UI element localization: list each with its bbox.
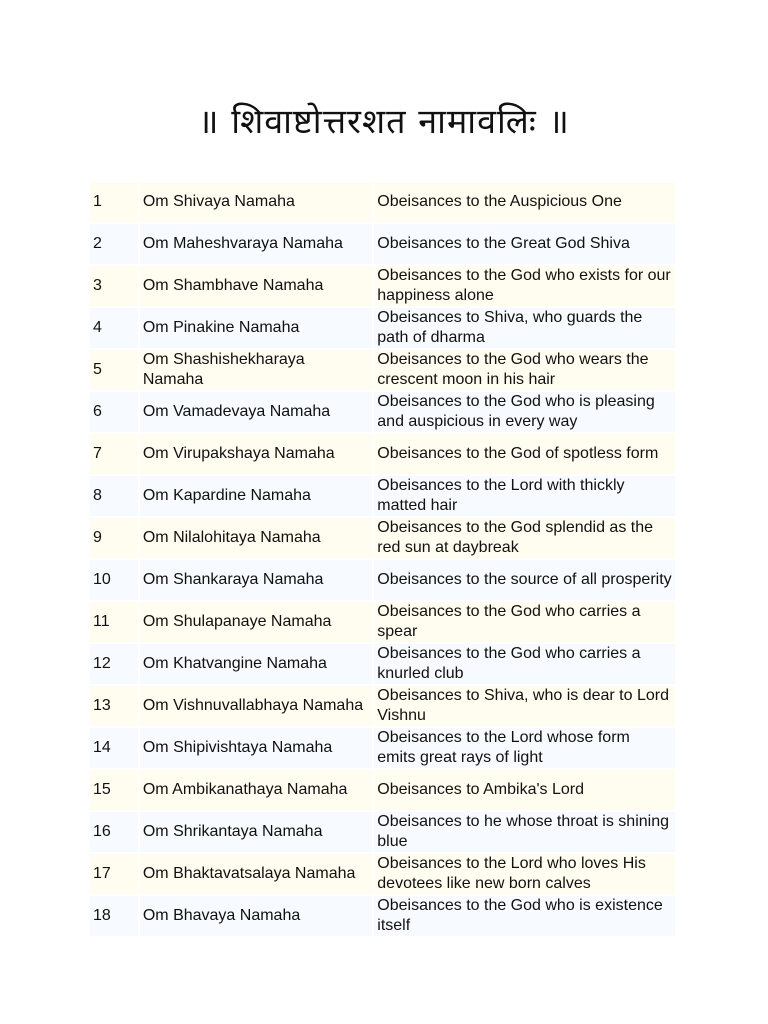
table-row bbox=[90, 686, 675, 726]
names-table bbox=[88, 180, 677, 938]
row-mantra: Om Pinakine Namaha bbox=[140, 308, 372, 348]
row-mantra: Om Shrikantaya Namaha bbox=[140, 812, 372, 852]
row-meaning: Obeisances to Shiva, who is dear to Lord Vishnu bbox=[374, 686, 675, 726]
row-mantra: Om Shipivishtaya Namaha bbox=[140, 728, 372, 768]
row-mantra: Om Virupakshaya Namaha bbox=[140, 434, 372, 474]
row-number: 16 bbox=[90, 812, 138, 852]
row-number: 18 bbox=[90, 896, 138, 936]
table-row bbox=[90, 266, 675, 306]
row-meaning: Obeisances to the God who is pleasing and auspicious in every way bbox=[374, 392, 675, 432]
row-mantra: Om Vamadevaya Namaha bbox=[140, 392, 372, 432]
row-number: 9 bbox=[90, 518, 138, 558]
row-mantra: Om Kapardine Namaha bbox=[140, 476, 372, 516]
row-number: 8 bbox=[90, 476, 138, 516]
page-title: ॥ शिवाष्टोत्तरशत नामावलिः ॥ bbox=[198, 102, 570, 142]
row-meaning: Obeisances to the God who wears the crescent moon in his hair bbox=[374, 350, 675, 390]
table-row bbox=[90, 350, 675, 390]
row-meaning: Obeisances to the Lord whose form emits great rays of light bbox=[374, 728, 675, 768]
row-mantra: Om Vishnuvallabhaya Namaha bbox=[140, 686, 372, 726]
row-number: 13 bbox=[90, 686, 138, 726]
row-number: 3 bbox=[90, 266, 138, 306]
row-number: 17 bbox=[90, 854, 138, 894]
row-number: 11 bbox=[90, 602, 138, 642]
row-mantra: Om Ambikanathaya Namaha bbox=[140, 770, 372, 810]
row-meaning: Obeisances to the God who exists for our happiness alone bbox=[374, 266, 675, 306]
table-row bbox=[90, 896, 675, 936]
row-mantra: Om Bhaktavatsalaya Namaha bbox=[140, 854, 372, 894]
row-mantra: Om Khatvangine Namaha bbox=[140, 644, 372, 684]
row-number: 1 bbox=[90, 182, 138, 222]
row-number: 14 bbox=[90, 728, 138, 768]
table-row bbox=[90, 392, 675, 432]
row-meaning: Obeisances to the source of all prosperity bbox=[374, 560, 675, 600]
table-row bbox=[90, 854, 675, 894]
row-mantra: Om Bhavaya Namaha bbox=[140, 896, 372, 936]
row-meaning: Obeisances to the Auspicious One bbox=[374, 182, 675, 222]
row-meaning: Obeisances to Shiva, who guards the path of dharma bbox=[374, 308, 675, 348]
table-row bbox=[90, 560, 675, 600]
row-meaning: Obeisances to the Great God Shiva bbox=[374, 224, 675, 264]
row-mantra: Om Shulapanaye Namaha bbox=[140, 602, 372, 642]
row-meaning: Obeisances to the God who carries a spear bbox=[374, 602, 675, 642]
row-mantra: Om Maheshvaraya Namaha bbox=[140, 224, 372, 264]
row-number: 7 bbox=[90, 434, 138, 474]
row-meaning: Obeisances to the God of spotless form bbox=[374, 434, 675, 474]
row-mantra: Om Shivaya Namaha bbox=[140, 182, 372, 222]
row-meaning: Obeisances to the God splendid as the red sun at daybreak bbox=[374, 518, 675, 558]
row-mantra: Om Shankaraya Namaha bbox=[140, 560, 372, 600]
row-meaning: Obeisances to the God who carries a knurled club bbox=[374, 644, 675, 684]
table-row bbox=[90, 434, 675, 474]
table-row bbox=[90, 812, 675, 852]
row-meaning: Obeisances to the Lord with thickly matted hair bbox=[374, 476, 675, 516]
row-number: 15 bbox=[90, 770, 138, 810]
table-row bbox=[90, 224, 675, 264]
row-number: 12 bbox=[90, 644, 138, 684]
row-mantra: Om Shashishekharaya Namaha bbox=[140, 350, 372, 390]
table-row bbox=[90, 182, 675, 222]
row-number: 10 bbox=[90, 560, 138, 600]
row-number: 6 bbox=[90, 392, 138, 432]
table-row bbox=[90, 602, 675, 642]
table-row bbox=[90, 728, 675, 768]
names-table-body bbox=[90, 182, 675, 936]
table-row bbox=[90, 770, 675, 810]
row-number: 5 bbox=[90, 350, 138, 390]
row-meaning: Obeisances to Ambika's Lord bbox=[374, 770, 675, 810]
row-meaning: Obeisances to he whose throat is shining blue bbox=[374, 812, 675, 852]
table-row bbox=[90, 518, 675, 558]
table-row bbox=[90, 644, 675, 684]
row-meaning: Obeisances to the Lord who loves His devotees like new born calves bbox=[374, 854, 675, 894]
row-mantra: Om Nilalohitaya Namaha bbox=[140, 518, 372, 558]
table-row bbox=[90, 476, 675, 516]
row-mantra: Om Shambhave Namaha bbox=[140, 266, 372, 306]
row-meaning: Obeisances to the God who is existence itself bbox=[374, 896, 675, 936]
table-row bbox=[90, 308, 675, 348]
row-number: 4 bbox=[90, 308, 138, 348]
row-number: 2 bbox=[90, 224, 138, 264]
